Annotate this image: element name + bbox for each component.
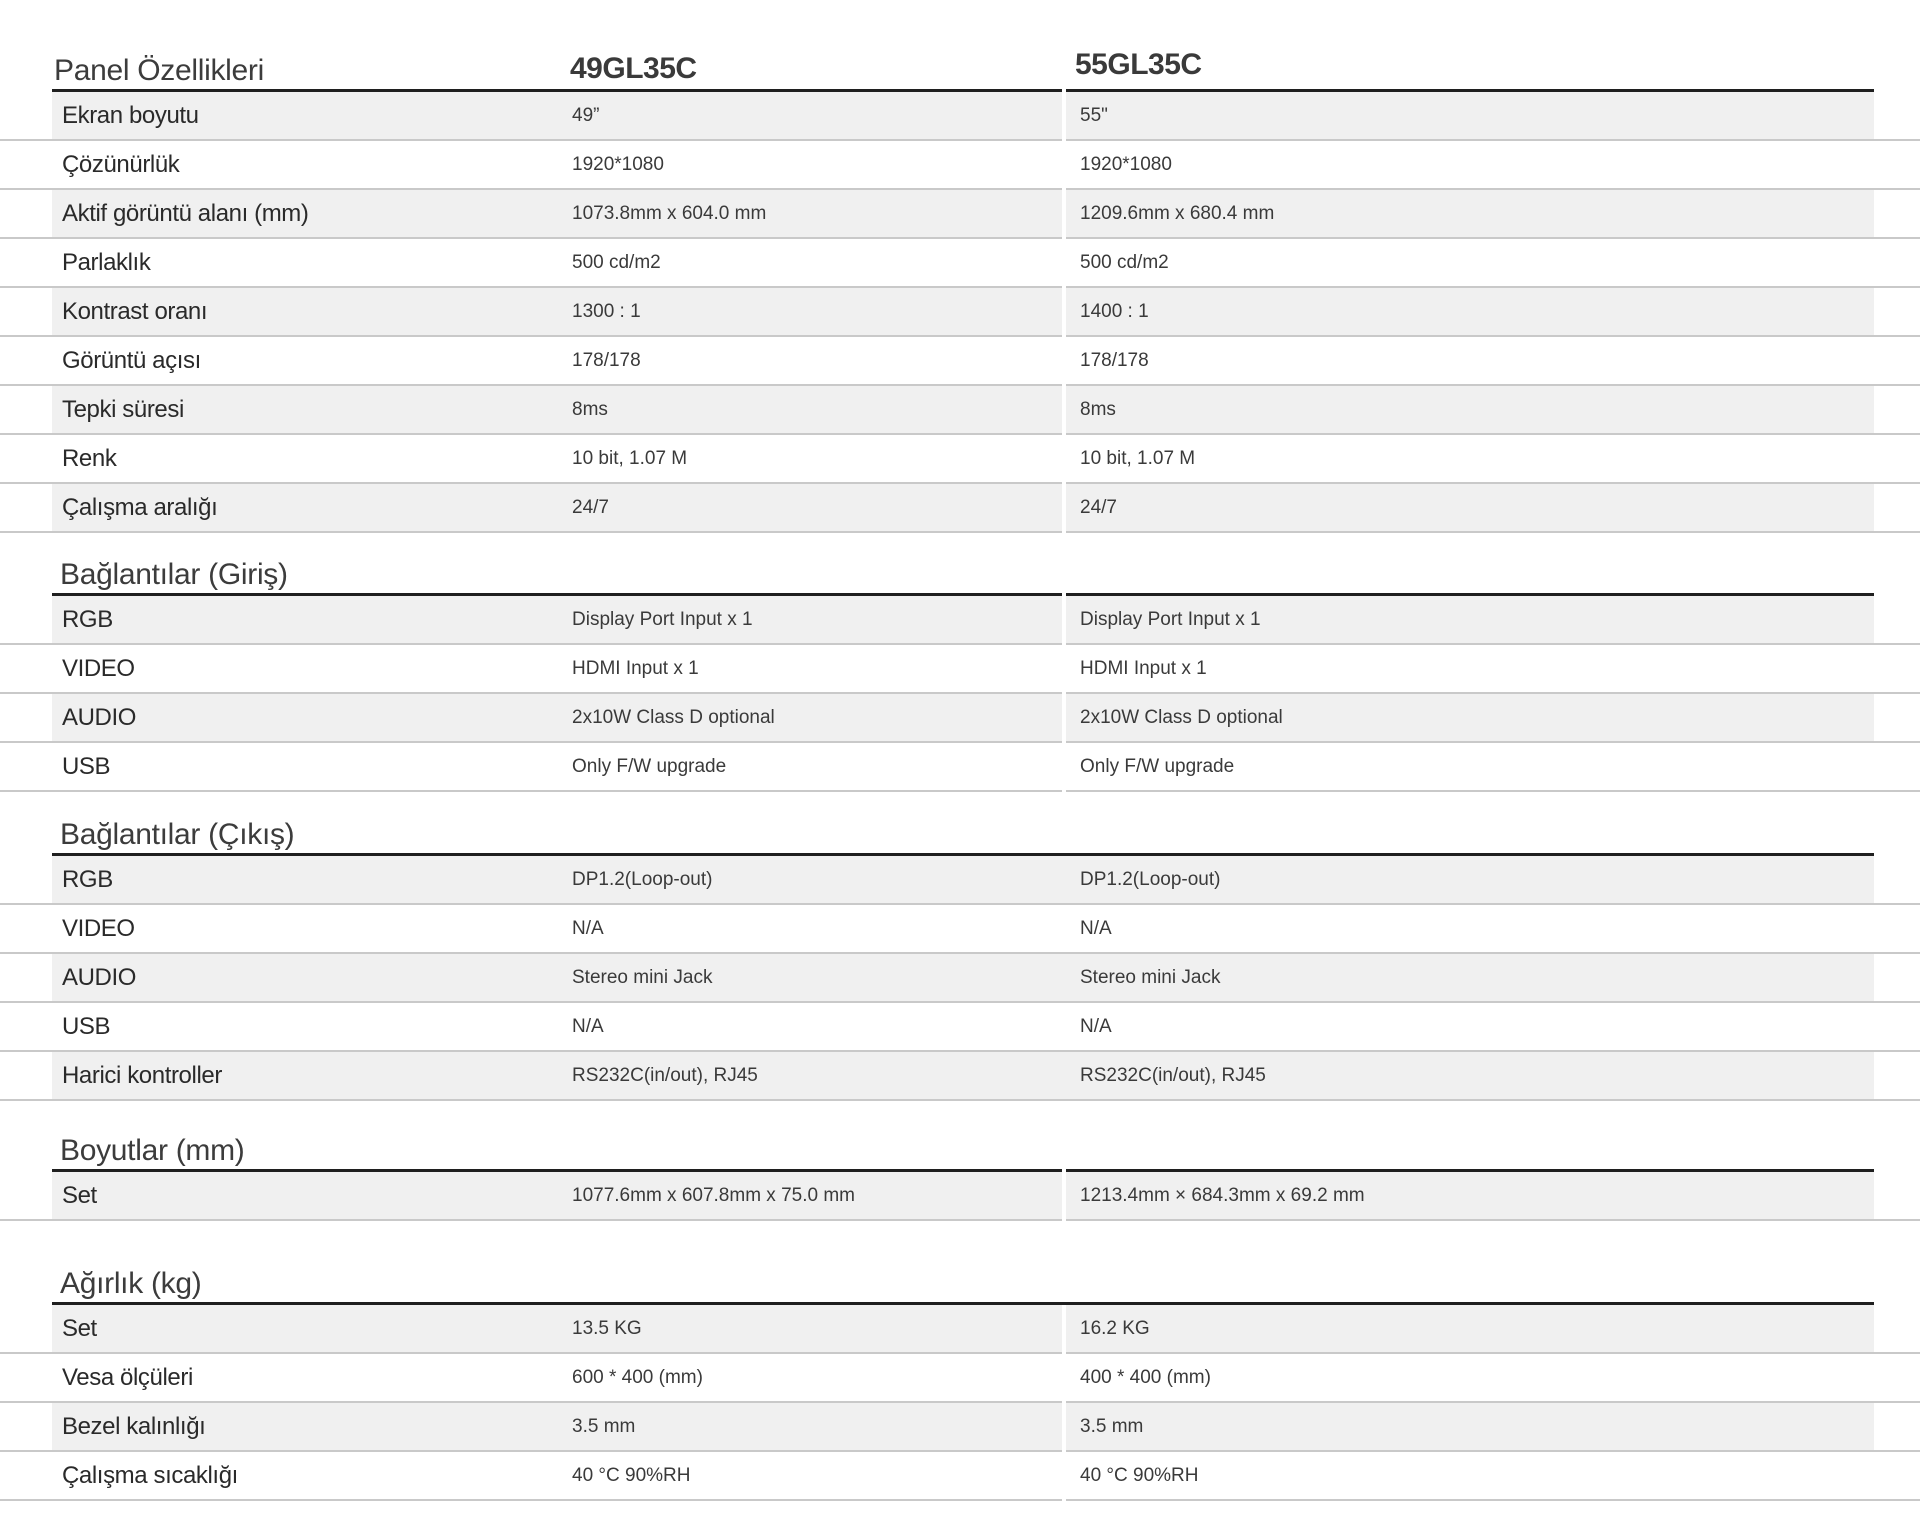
row-background (52, 141, 1062, 188)
section-title: Bağlantılar (Giriş) (60, 558, 288, 591)
column-gap (1062, 1403, 1066, 1452)
model-header-2: 55GL35C (1075, 48, 1202, 81)
column-gap (1062, 190, 1066, 239)
row-background (52, 596, 1062, 643)
spec-rows (0, 856, 1920, 1101)
table-row (0, 1172, 1920, 1221)
section-title: Ağırlık (kg) (60, 1267, 202, 1300)
spec-value-model-2: 1209.6mm x 680.4 mm (1080, 202, 1275, 224)
spec-label: USB (62, 752, 111, 780)
row-background (52, 239, 1062, 286)
row-background (52, 694, 1062, 741)
spec-value-model-2: 55" (1080, 104, 1108, 126)
spec-value-model-2: 40 °C 90%RH (1080, 1464, 1199, 1486)
column-gap (1062, 596, 1066, 645)
spec-value-model-2: 2x10W Class D optional (1080, 706, 1283, 728)
spec-label: Set (62, 1181, 97, 1209)
table-row (0, 856, 1920, 905)
column-gap (1062, 92, 1066, 141)
row-background (52, 1003, 1874, 1050)
spec-rows (0, 596, 1920, 792)
outputs-section (0, 808, 1920, 1101)
column-gap (1062, 1452, 1066, 1501)
row-background (1066, 92, 1874, 139)
row-background (1066, 484, 1874, 531)
spec-value-model-2: Display Port Input x 1 (1080, 608, 1261, 630)
table-row (0, 596, 1920, 645)
spec-value-model-2: 24/7 (1080, 496, 1117, 518)
table-row (0, 1403, 1920, 1452)
panel-section-header (0, 42, 1920, 92)
table-row (0, 1052, 1920, 1101)
column-gap (1062, 1354, 1066, 1403)
row-background (52, 1354, 1062, 1401)
spec-label: Bezel kalınlığı (62, 1412, 206, 1440)
spec-value-model-2: Only F/W upgrade (1080, 755, 1235, 777)
column-gap (1062, 645, 1066, 694)
row-background (1066, 141, 1874, 188)
spec-label: Renk (62, 444, 117, 472)
row-background (1066, 386, 1874, 433)
spec-value-model-2: 400 * 400 (mm) (1080, 1366, 1211, 1388)
spec-label: Kontrast oranı (62, 297, 208, 325)
column-gap (1062, 386, 1066, 435)
table-row (0, 190, 1920, 239)
spec-value-model-1: 13.5 KG (572, 1317, 642, 1339)
table-row (0, 694, 1920, 743)
table-row (0, 288, 1920, 337)
spec-value-model-1: 3.5 mm (572, 1415, 636, 1437)
spec-value-model-1: 8ms (572, 398, 608, 420)
spec-value-model-1: Stereo mini Jack (572, 966, 713, 988)
spec-value-model-1: HDMI Input x 1 (572, 657, 699, 679)
spec-rows (0, 1305, 1920, 1501)
table-row (0, 435, 1920, 484)
spec-label: Tepki süresi (62, 395, 184, 423)
table-row (0, 1003, 1920, 1052)
spec-value-model-1: 24/7 (572, 496, 609, 518)
weight-section-header (0, 1257, 1920, 1305)
outputs-section-header (0, 808, 1920, 856)
table-row (0, 1305, 1920, 1354)
spec-label: Çalışma aralığı (62, 493, 218, 521)
row-background (52, 645, 1062, 692)
spec-value-model-2: N/A (1080, 1015, 1112, 1037)
spec-label: USB (62, 1012, 111, 1040)
spec-label: Ekran boyutu (62, 101, 199, 129)
section-title: Panel Özellikleri (54, 54, 264, 87)
spec-value-model-2: DP1.2(Loop-out) (1080, 868, 1221, 890)
spec-label: Parlaklık (62, 248, 151, 276)
spec-label: Set (62, 1314, 97, 1342)
spec-value-model-1: 1073.8mm x 604.0 mm (572, 202, 767, 224)
spec-rows (0, 1172, 1920, 1221)
spec-label: Çalışma sıcaklığı (62, 1461, 238, 1489)
spec-value-model-1: RS232C(in/out), RJ45 (572, 1064, 758, 1086)
table-row (0, 954, 1920, 1003)
table-row (0, 905, 1920, 954)
row-background (52, 1305, 1062, 1352)
row-background (52, 92, 1062, 139)
inputs-section-header (0, 548, 1920, 596)
row-background (1066, 337, 1874, 384)
dimensions-section (0, 1124, 1920, 1221)
spec-value-model-1: 10 bit, 1.07 M (572, 447, 688, 469)
spec-value-model-1: 1300 : 1 (572, 300, 641, 322)
table-row (0, 645, 1920, 694)
table-row (0, 386, 1920, 435)
row-background (52, 954, 1874, 1001)
spec-value-model-1: N/A (572, 917, 604, 939)
table-row (0, 743, 1920, 792)
spec-label: AUDIO (62, 963, 137, 991)
spec-value-model-2: 1213.4mm × 684.3mm x 69.2 mm (1080, 1184, 1365, 1206)
column-gap (1062, 484, 1066, 533)
row-background (52, 435, 1062, 482)
spec-value-model-2: 10 bit, 1.07 M (1080, 447, 1196, 469)
spec-label: Görüntü açısı (62, 346, 201, 374)
spec-value-model-1: 1077.6mm x 607.8mm x 75.0 mm (572, 1184, 855, 1206)
spec-label: RGB (62, 865, 113, 893)
spec-rows (0, 92, 1920, 533)
spec-value-model-1: 600 * 400 (mm) (572, 1366, 703, 1388)
spec-label: Aktif görüntü alanı (mm) (62, 199, 309, 227)
column-gap (1062, 694, 1066, 743)
spec-value-model-2: 3.5 mm (1080, 1415, 1144, 1437)
row-background (52, 856, 1874, 903)
column-gap (1062, 1305, 1066, 1354)
row-background (52, 743, 1062, 790)
spec-value-model-2: 1920*1080 (1080, 153, 1172, 175)
row-background (1066, 239, 1874, 286)
spec-value-model-2: N/A (1080, 917, 1112, 939)
spec-value-model-2: 178/178 (1080, 349, 1149, 371)
spec-label: Çözünürlük (62, 150, 180, 178)
spec-value-model-2: 1400 : 1 (1080, 300, 1149, 322)
row-background (52, 1172, 1062, 1219)
row-background (52, 337, 1062, 384)
spec-value-model-1: N/A (572, 1015, 604, 1037)
row-background (1066, 288, 1874, 335)
row-background (52, 1052, 1874, 1099)
column-gap (1062, 743, 1066, 792)
spec-value-model-1: 2x10W Class D optional (572, 706, 775, 728)
table-row (0, 1452, 1920, 1501)
spec-value-model-1: Only F/W upgrade (572, 755, 727, 777)
table-row (0, 337, 1920, 386)
spec-value-model-1: 500 cd/m2 (572, 251, 661, 273)
table-row (0, 1354, 1920, 1403)
row-background (1066, 1305, 1874, 1352)
row-background (52, 905, 1874, 952)
column-gap (1062, 239, 1066, 288)
row-background (52, 386, 1062, 433)
section-title: Boyutlar (mm) (60, 1134, 245, 1167)
spec-label: VIDEO (62, 914, 135, 942)
panel-section (0, 42, 1920, 533)
weight-section (0, 1257, 1920, 1501)
spec-label: AUDIO (62, 703, 137, 731)
table-row (0, 141, 1920, 190)
spec-value-model-2: 8ms (1080, 398, 1116, 420)
spec-value-model-2: HDMI Input x 1 (1080, 657, 1207, 679)
spec-value-model-1: DP1.2(Loop-out) (572, 868, 713, 890)
column-gap (1062, 288, 1066, 337)
spec-value-model-2: 500 cd/m2 (1080, 251, 1169, 273)
spec-value-model-2: Stereo mini Jack (1080, 966, 1221, 988)
spec-value-model-2: 16.2 KG (1080, 1317, 1150, 1339)
spec-value-model-1: 178/178 (572, 349, 641, 371)
spec-label: VIDEO (62, 654, 135, 682)
section-title: Bağlantılar (Çıkış) (60, 818, 295, 851)
table-row (0, 484, 1920, 533)
row-background (1066, 1403, 1874, 1450)
table-row (0, 239, 1920, 288)
dimensions-section-header (0, 1124, 1920, 1172)
column-gap (1062, 337, 1066, 386)
column-gap (1062, 1172, 1066, 1221)
column-gap (1062, 435, 1066, 484)
model-header-1: 49GL35C (570, 52, 697, 85)
column-gap (1062, 141, 1066, 190)
inputs-section (0, 548, 1920, 792)
spec-label: RGB (62, 605, 113, 633)
spec-label: Vesa ölçüleri (62, 1363, 193, 1391)
spec-value-model-1: 40 °C 90%RH (572, 1464, 691, 1486)
spec-value-model-1: Display Port Input x 1 (572, 608, 753, 630)
spec-value-model-2: RS232C(in/out), RJ45 (1080, 1064, 1266, 1086)
spec-label: Harici kontroller (62, 1061, 222, 1089)
spec-value-model-1: 49” (572, 104, 600, 126)
spec-value-model-1: 1920*1080 (572, 153, 664, 175)
table-row (0, 92, 1920, 141)
